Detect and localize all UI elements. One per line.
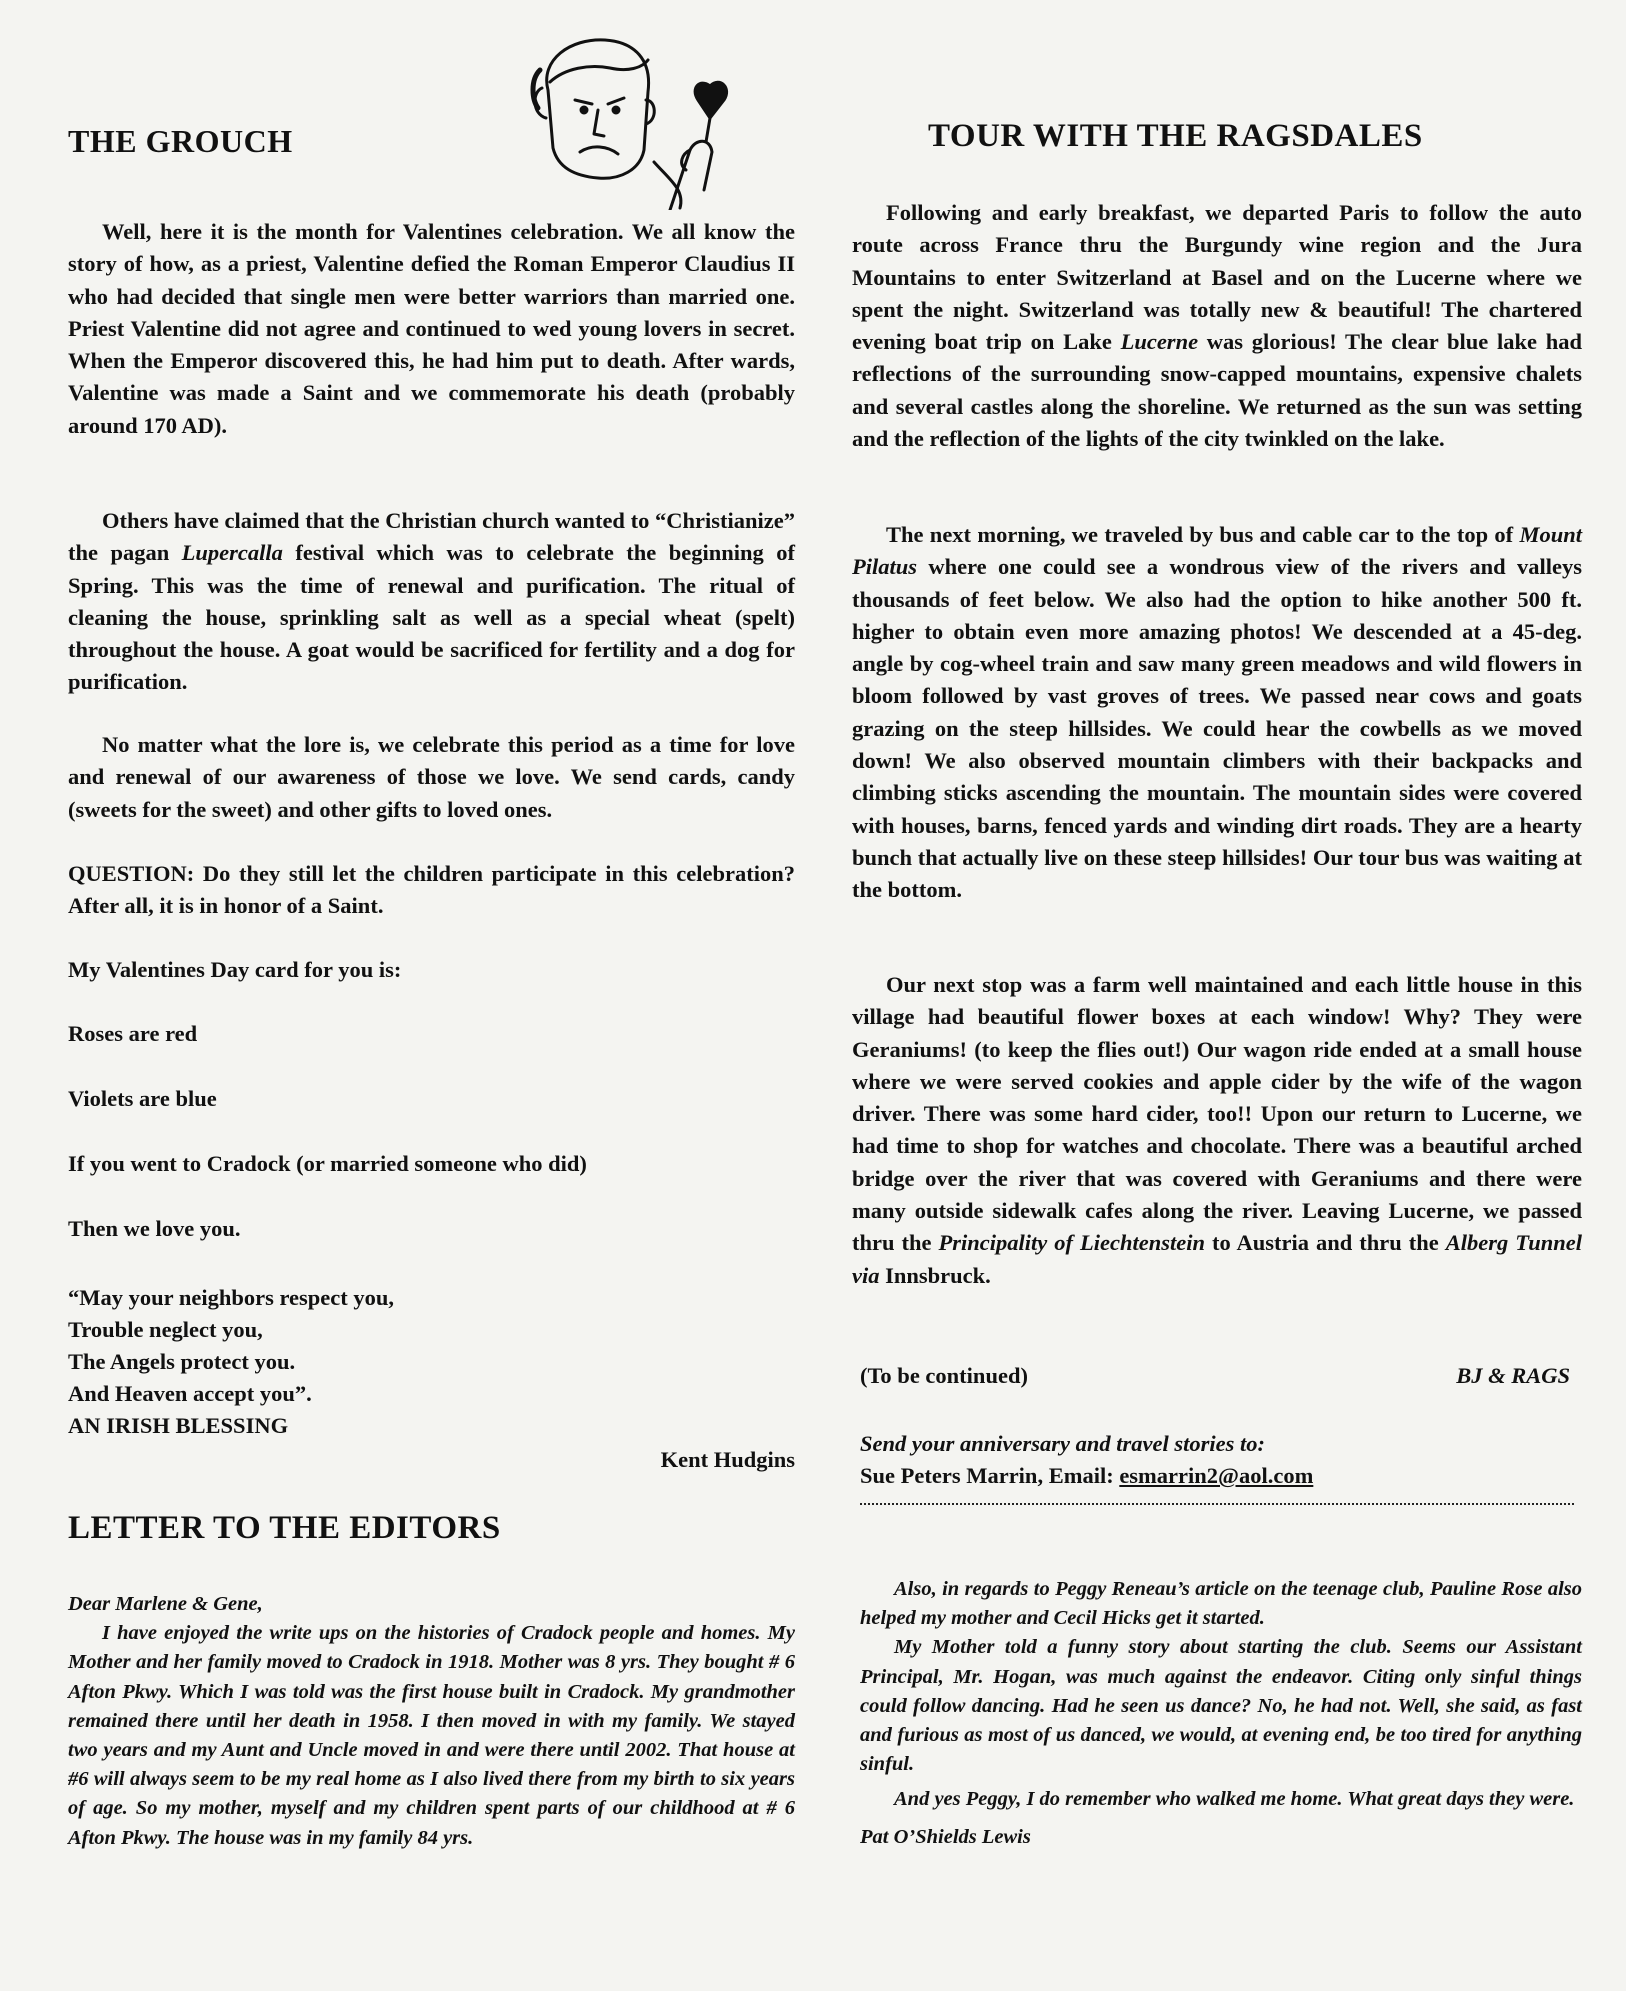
letter-text: I have enjoyed the write ups on the histories of Cradock people and homes. My Mother and her family moved to Cradock in 1918. Mother was 8 yrs. They bought # 6 Afton Pkwy. Which I was told was the first house built in Cradock. My grandmother remained there until her death in 1958. I then moved in with my family. We stayed two years and my Aunt and Uncle moved in and were there until 2002. That house at #6 will always seem to be my real home as I also lived there from my birth to six years of age. So my mother, myself and my children spent parts of our childhood at # 6 Afton Pkwy. The house was in my family 84 yrs. (68, 1622, 795, 1849)
tour-title: TOUR WITH THE RAGSDALES (928, 118, 1423, 154)
note-paragraph-3: And yes Peggy, I do remember who walked me home. What great days they were. (894, 1788, 1575, 1811)
letter-title: LETTER TO THE EDITORS (68, 1510, 501, 1546)
poem-line-1: Roses are red (68, 1021, 198, 1046)
section-divider (860, 1503, 1574, 1505)
tour-paragraph-1: Following and early breakfast, we departed Paris to follow the auto route across France thru the Burgundy wine region and the Jura Mountains to enter Switzerland at Basel and on the Lucerne where we spent the night. Switzerland was totally new & beautiful! The chartered evening boat trip on Lake Lucerne was glorious! The clear blue lake had reflections of the surrounding snow-capped mountains, expensive chalets and several castles along the shoreline. We returned as the sun was setting and the reflection of the lights of the city twinkled on the lake. (852, 200, 1582, 452)
note-paragraph-2: My Mother told a funny story about starting the club. Seems our Assistant Principal, Mr. Hogan, was much against the endeavor. Citing only sinful things could follow dancing. Had he seen us dance? No, he had not. Well, she said, as fast and furious as most of us danced, we would, at evening end, be too tired for anything sinful. (860, 1636, 1582, 1776)
letter-salutation: Dear Marlene & Gene, (68, 1593, 263, 1615)
blessing-line-3: The Angels protect you. (68, 1349, 296, 1374)
letter-body (68, 1590, 795, 1853)
poem-line-2: Violets are blue (68, 1086, 217, 1111)
tour-author: BJ & RAGS (1456, 1363, 1570, 1388)
grouch-paragraph-1: Well, here it is the month for Valentines celebration. We all know the story of how, as a priest, Valentine defied the Roman Emperor Claudius II who had decided that single men were better warriors than married one. Priest Valentine did not agree and continued to wed young lovers in secret. When the Emperor discovered this, he had him put to death. After wards, Valentine was made a Saint and we commemorate his death (probably around 170 AD). (68, 219, 795, 438)
blessing-line-1: “May your neighbors respect you, (68, 1285, 395, 1310)
tour-paragraph-2: The next morning, we traveled by bus and cable car to the top of Mount Pilatus where one could see a wondrous view of the rivers and valleys thousands of feet below. We also had the option to hike another 500 ft. higher to obtain even more amazing photos! We descended at a 45-deg. angle by cog-wheel train and saw many green meadows and wild flowers in bloom followed by vast groves of trees. We passed near cows and goats grazing on the steep hillsides. We could hear the cowbells as we moved down! We also observed mountain climbers with their backpacks and climbing sticks ascending the mountain. The mountain sides were covered with houses, barns, fenced yards and winding dirt roads. They are a hearty bunch that actually live on these steep hillsides! Our tour bus was waiting at the bottom. (852, 522, 1582, 903)
grouch-question: QUESTION: Do they still let the children participate in this celebration? After all, it is in honor of a Saint. (68, 861, 795, 919)
grouch-paragraph-3: No matter what the lore is, we celebrate this period as a time for love and renewal of our awareness of those we love. We send cards, candy (sweets for the sweet) and other gifts to loved ones. (68, 732, 795, 822)
to-be-continued: (To be continued) (860, 1363, 1028, 1388)
irish-blessing (68, 1282, 394, 1442)
tour-paragraph-3: Our next stop was a farm well maintained and each little house in this village had beautiful flower boxes at each window! Why? They were Geraniums! (to keep the flies out!) Our wagon ride ended at a small house where we were served cookies and apple cider by the wife of the wagon driver. There was some hard cider, too!! Upon our return to Lucerne, we had time to shop for watches and chocolate. There was a beautiful arched bridge over the river that was covered with Geraniums and there were many outside sidewalk cafes along the river. Leaving Lucerne, we passed thru the Principality of Liechtenstein to Austria and thru the Alberg Tunnel via Innsbruck. (852, 972, 1582, 1288)
poem-line-4: Then we love you. (68, 1216, 241, 1241)
grouch-title: THE GROUCH (68, 123, 293, 159)
note-body (860, 1575, 1582, 1852)
note-paragraph-1: Also, in regards to Peggy Reneau’s article on the teenage club, Pauline Rose also helped my mother and Cecil Hicks get it started. (860, 1578, 1582, 1630)
blessing-label: AN IRISH BLESSING (68, 1413, 289, 1438)
email-link[interactable]: esmarrin2@aol.com (1119, 1463, 1314, 1488)
contact-line: Sue Peters Marrin, Email: esmarrin2@aol.com (860, 1463, 1314, 1488)
blessing-line-4: And Heaven accept you”. (68, 1381, 312, 1406)
blessing-line-2: Trouble neglect you, (68, 1317, 263, 1342)
grouch-mascot-icon (520, 30, 735, 210)
note-author: Pat O’Shields Lewis (860, 1825, 1031, 1848)
grouch-paragraph-2: Others have claimed that the Christian church wanted to “Christianize” the pagan Lupercalla festival which was to celebrate the beginning of Spring. This was the time of renewal and purification. The ritual of cleaning the house, sprinkling salt as well as a special wheat (spelt) throughout the house. A goat would be sacrificed for fertility and a dog for purification. (68, 508, 795, 695)
card-intro: My Valentines Day card for you is: (68, 957, 402, 982)
send-stories-line: Send your anniversary and travel stories to: (860, 1431, 1266, 1456)
grouch-author: Kent Hudgins (660, 1447, 795, 1472)
poem-line-3: If you went to Cradock (or married someone who did) (68, 1151, 587, 1176)
